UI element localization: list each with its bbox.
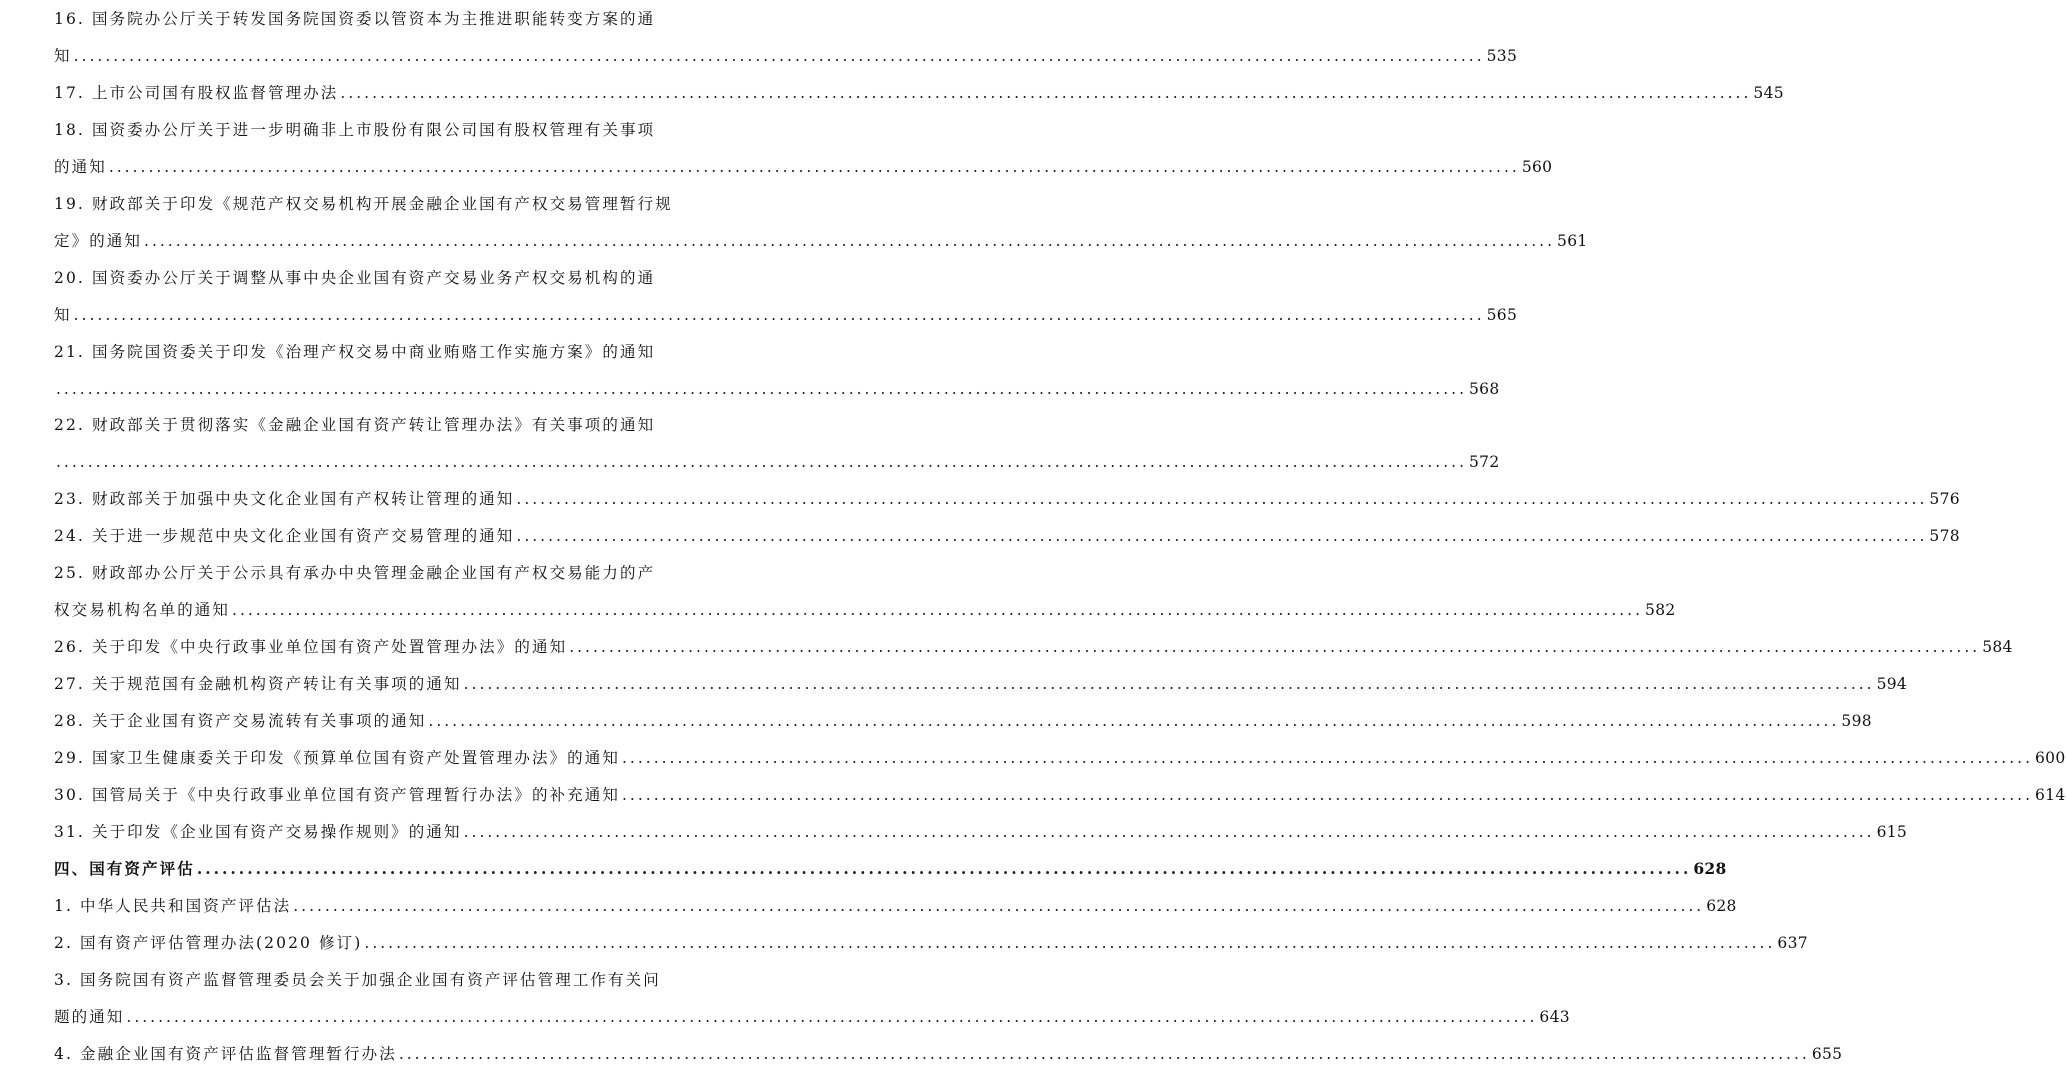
toc-entry-line bbox=[54, 965, 706, 995]
toc-page-number: 628 bbox=[1706, 896, 1737, 915]
toc-entry-line bbox=[54, 41, 1518, 71]
toc-page-number: 600 bbox=[2035, 749, 2066, 767]
toc-entry-line bbox=[54, 189, 706, 219]
toc-entry-title: 28. 关于企业国有资产交易流转有关事项的通知 bbox=[54, 712, 427, 731]
toc-page-number: 615 bbox=[1876, 822, 1908, 841]
toc-entry-line bbox=[54, 115, 706, 145]
toc-entry-title: 29. 国家卫生健康委关于印发《预算单位国有资产处置管理办法》的通知 bbox=[54, 749, 620, 767]
toc-entry-title: 权交易机构名单的通知 bbox=[54, 601, 231, 620]
toc-entry-title: 3. 国务院国有资产监督管理委员会关于加强企业国有资产评估管理工作有关问 bbox=[54, 970, 661, 989]
toc-leader-dots: .................................................................................................................................................................................. bbox=[569, 638, 1981, 657]
toc-page-number: 565 bbox=[1486, 305, 1518, 324]
toc-entry-line bbox=[54, 226, 1588, 256]
toc-page-number: 560 bbox=[1521, 157, 1553, 176]
toc-entry-title: 26. 关于印发《中央行政事业单位国有资产处置管理办法》的通知 bbox=[54, 638, 568, 657]
toc-page-number: 561 bbox=[1557, 231, 1588, 250]
toc-entry-line bbox=[54, 337, 706, 367]
toc-page-number: 568 bbox=[1469, 379, 1500, 398]
toc-entry-title: 17. 上市公司国有股权监督管理办法 bbox=[54, 83, 339, 102]
toc-entry-line bbox=[54, 669, 1908, 699]
toc-page-number: 643 bbox=[1539, 1007, 1570, 1026]
toc-leader-dots: .................................................................................................................................................................................. bbox=[293, 896, 1705, 915]
toc-entry-title: 31. 关于印发《企业国有资产交易操作规则》的通知 bbox=[54, 822, 462, 841]
toc-leader-dots: .................................................................................................................................................................................. bbox=[398, 1044, 1810, 1063]
toc-leader-dots: .................................................................................................................................................................................. bbox=[621, 749, 2033, 767]
toc-entry-title: 1. 中华人民共和国资产评估法 bbox=[54, 896, 292, 915]
toc-entry-title: 21. 国务院国资委关于印发《治理产权交易中商业贿赂工作实施方案》的通知 bbox=[54, 342, 656, 361]
toc-entry-line bbox=[54, 1002, 1570, 1032]
toc-page-number: 598 bbox=[1841, 712, 1872, 731]
toc-entry-title: 知 bbox=[54, 46, 72, 65]
toc-entry-title: 16. 国务院办公厅关于转发国务院国资委以管资本为主推进职能转变方案的通 bbox=[54, 10, 656, 28]
toc-entry-title: 30. 国管局关于《中央行政事业单位国有资产管理暂行办法》的补充通知 bbox=[54, 785, 620, 804]
toc-leader-dots: .................................................................................................................................................................................. bbox=[463, 822, 1875, 841]
toc-entry-line bbox=[54, 263, 706, 293]
toc-entry-title: 25. 财政部办公厅关于公示具有承办中央管理金融企业国有产权交易能力的产 bbox=[54, 564, 656, 583]
toc-entry-line bbox=[54, 743, 2066, 773]
toc-entry-title: 23. 财政部关于加强中央文化企业国有产权转让管理的通知 bbox=[54, 490, 515, 509]
toc-page-number: 578 bbox=[1929, 527, 1960, 546]
toc-entry-line bbox=[54, 558, 706, 588]
toc-entry-title: 知 bbox=[54, 305, 72, 324]
toc-entry-title: 22. 财政部关于贯彻落实《金融企业国有资产转让管理办法》有关事项的通知 bbox=[54, 416, 656, 435]
toc-entry-title: 四、国有资产评估 bbox=[54, 858, 195, 878]
toc-entry-line bbox=[54, 300, 1518, 330]
toc-page-number: 628 bbox=[1693, 858, 1727, 878]
toc-entry-title: 27. 关于规范国有金融机构资产转让有关事项的通知 bbox=[54, 675, 462, 694]
toc-entry-line bbox=[54, 447, 1500, 477]
toc-entry-line bbox=[54, 780, 2066, 810]
toc-page-number: 545 bbox=[1753, 83, 1784, 102]
toc-entry-line bbox=[54, 928, 1808, 958]
toc-entry-title: 18. 国资委办公厅关于进一步明确非上市股份有限公司国有股权管理有关事项 bbox=[54, 120, 656, 139]
toc-page-number: 572 bbox=[1469, 453, 1500, 472]
toc-leader-dots: .................................................................................................................................................................................. bbox=[108, 157, 1520, 176]
toc-leader-dots: .................................................................................................................................................................................. bbox=[364, 933, 1776, 952]
toc-entry-title: 的通知 bbox=[54, 157, 107, 176]
toc-entry-line bbox=[54, 817, 1908, 847]
toc-leader-dots: .................................................................................................................................................................................. bbox=[73, 46, 1485, 65]
toc-page-number: 535 bbox=[1486, 46, 1518, 65]
toc-leader-dots: .................................................................................................................................................................................. bbox=[232, 601, 1644, 620]
toc-page-number: 655 bbox=[1811, 1044, 1843, 1063]
toc-entry-title: 4. 金融企业国有资产评估监督管理暂行办法 bbox=[54, 1044, 397, 1063]
toc-leader-dots: .................................................................................................................................................................................. bbox=[428, 712, 1840, 731]
toc-leader-dots: .................................................................................................................................................................................. bbox=[56, 379, 1468, 398]
toc-page-number: 594 bbox=[1876, 675, 1908, 694]
toc-entry-line bbox=[54, 484, 1960, 514]
toc-leader-dots: .................................................................................................................................................................................. bbox=[340, 83, 1752, 102]
toc-page-number: 584 bbox=[1982, 638, 2013, 657]
toc-leader-dots: .................................................................................................................................................................................. bbox=[196, 858, 1692, 878]
toc-entry-line bbox=[54, 4, 706, 34]
toc-entry-line bbox=[54, 374, 1500, 404]
toc-entry-line bbox=[54, 595, 1676, 625]
toc-leader-dots: .................................................................................................................................................................................. bbox=[516, 527, 1928, 546]
toc-entry-title: 题的通知 bbox=[54, 1007, 125, 1026]
toc-leader-dots: .................................................................................................................................................................................. bbox=[126, 1007, 1538, 1026]
toc-entry-title: 19. 财政部关于印发《规范产权交易机构开展金融企业国有产权交易管理暂行规 bbox=[54, 194, 673, 213]
toc-leader-dots: .................................................................................................................................................................................. bbox=[144, 231, 1556, 250]
toc-page-number: 576 bbox=[1929, 490, 1960, 509]
toc-entry-title: 20. 国资委办公厅关于调整从事中央企业国有资产交易业务产权交易机构的通 bbox=[54, 268, 656, 287]
toc-leader-dots: .................................................................................................................................................................................. bbox=[621, 785, 2033, 804]
toc-entry-line bbox=[54, 1039, 1843, 1069]
toc-leader-dots: .................................................................................................................................................................................. bbox=[56, 453, 1468, 472]
toc-entry-line bbox=[54, 891, 1737, 921]
toc-leader-dots: .................................................................................................................................................................................. bbox=[516, 490, 1928, 509]
toc-entry-line bbox=[54, 521, 1960, 551]
toc-leader-dots: .................................................................................................................................................................................. bbox=[463, 675, 1875, 694]
toc-entry-line bbox=[54, 410, 706, 440]
toc-entry-line bbox=[54, 78, 1784, 108]
toc-page-number: 637 bbox=[1777, 933, 1808, 952]
toc-entry-line bbox=[54, 152, 1553, 182]
toc-entry-title: 2. 国有资产评估管理办法(2020 修订) bbox=[54, 933, 363, 952]
toc-entry-line bbox=[54, 706, 1872, 736]
toc-leader-dots: .................................................................................................................................................................................. bbox=[73, 305, 1485, 324]
toc-entry-line bbox=[54, 854, 1727, 884]
toc-page-number: 614 bbox=[2035, 785, 2066, 804]
toc-entry-line bbox=[54, 632, 2013, 662]
toc-page-number: 582 bbox=[1645, 601, 1676, 620]
toc-entry-title: 定》的通知 bbox=[54, 231, 143, 250]
toc-entry-title: 24. 关于进一步规范中央文化企业国有资产交易管理的通知 bbox=[54, 527, 515, 546]
